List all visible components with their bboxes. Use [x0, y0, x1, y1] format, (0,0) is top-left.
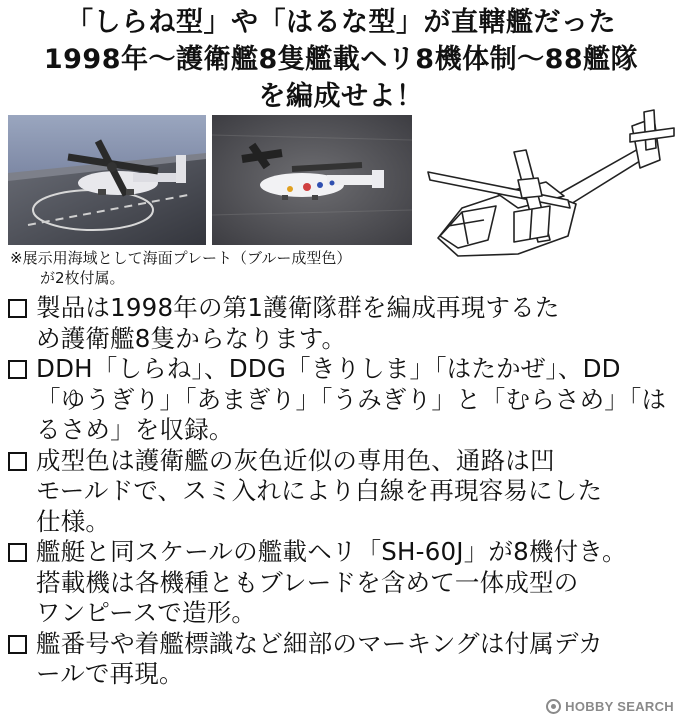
line-drawing-graphic	[418, 108, 678, 260]
feature-line: 仕様。	[36, 506, 111, 536]
caption	[10, 248, 351, 288]
watermark-text: HOBBY SEARCH	[565, 699, 674, 714]
checkbox-icon	[8, 452, 27, 471]
helicopter-on-deck-photo	[8, 115, 206, 245]
headline-line-3: を編成せよ！	[258, 81, 424, 112]
feature-item	[6, 629, 678, 690]
feature-line: め護衛艦8隻からなります。	[36, 323, 347, 353]
feature-line: 成型色は護衛艦の灰色近似の専用色、通路は凹	[36, 445, 555, 475]
feature-line: 艦番号や着艦標識など細部のマーキングは付属デカ	[36, 628, 603, 658]
caption-line-1: ※展示用海域として海面プレート（ブルー成型色）	[10, 249, 352, 267]
feature-item	[6, 293, 678, 354]
headline-line-1: 「しらね型」や「はるな型」が直轄艦だった	[66, 7, 616, 38]
sh-60j-line-drawing	[418, 108, 678, 260]
feature-line: 「ゆうぎり」「あまぎり」「うみぎり」と「むらさめ」「は	[36, 384, 667, 414]
headline	[0, 4, 682, 115]
checkbox-icon	[8, 635, 27, 654]
feature-line: 搭載機は各機種ともブレードを含めて一体成型の	[36, 567, 579, 597]
feature-line: 艦艇と同スケールの艦載ヘリ「SH-60J」が8機付き。	[36, 537, 627, 566]
hobby-search-logo-icon	[546, 699, 561, 714]
caption-line-2: が2枚付属。	[40, 269, 125, 287]
feature-line: モールドで、スミ入れにより白線を再現容易にした	[36, 476, 603, 505]
feature-line: DDH「しらね」、DDG「きりしま」「はたかぜ」、DD	[36, 354, 621, 383]
helicopter-model-photo	[212, 115, 412, 245]
feature-line: ールで再現。	[36, 659, 184, 688]
checkbox-icon	[8, 299, 27, 318]
feature-item	[6, 446, 678, 538]
model-photo-graphic	[212, 115, 412, 245]
feature-item	[6, 537, 678, 629]
feature-list	[6, 293, 678, 690]
watermark	[546, 699, 674, 714]
deck-photo-graphic	[8, 115, 206, 245]
headline-line-2: 1998年〜護衛艦8隻艦載ヘリ8機体制〜88艦隊	[43, 44, 639, 75]
feature-line: るさめ」を収録。	[36, 415, 234, 444]
checkbox-icon	[8, 543, 27, 562]
feature-item	[6, 354, 678, 446]
feature-line: ワンピースで造形。	[36, 598, 257, 627]
checkbox-icon	[8, 360, 27, 379]
feature-line: 製品は1998年の第1護衛隊群を編成再現するた	[36, 293, 560, 322]
